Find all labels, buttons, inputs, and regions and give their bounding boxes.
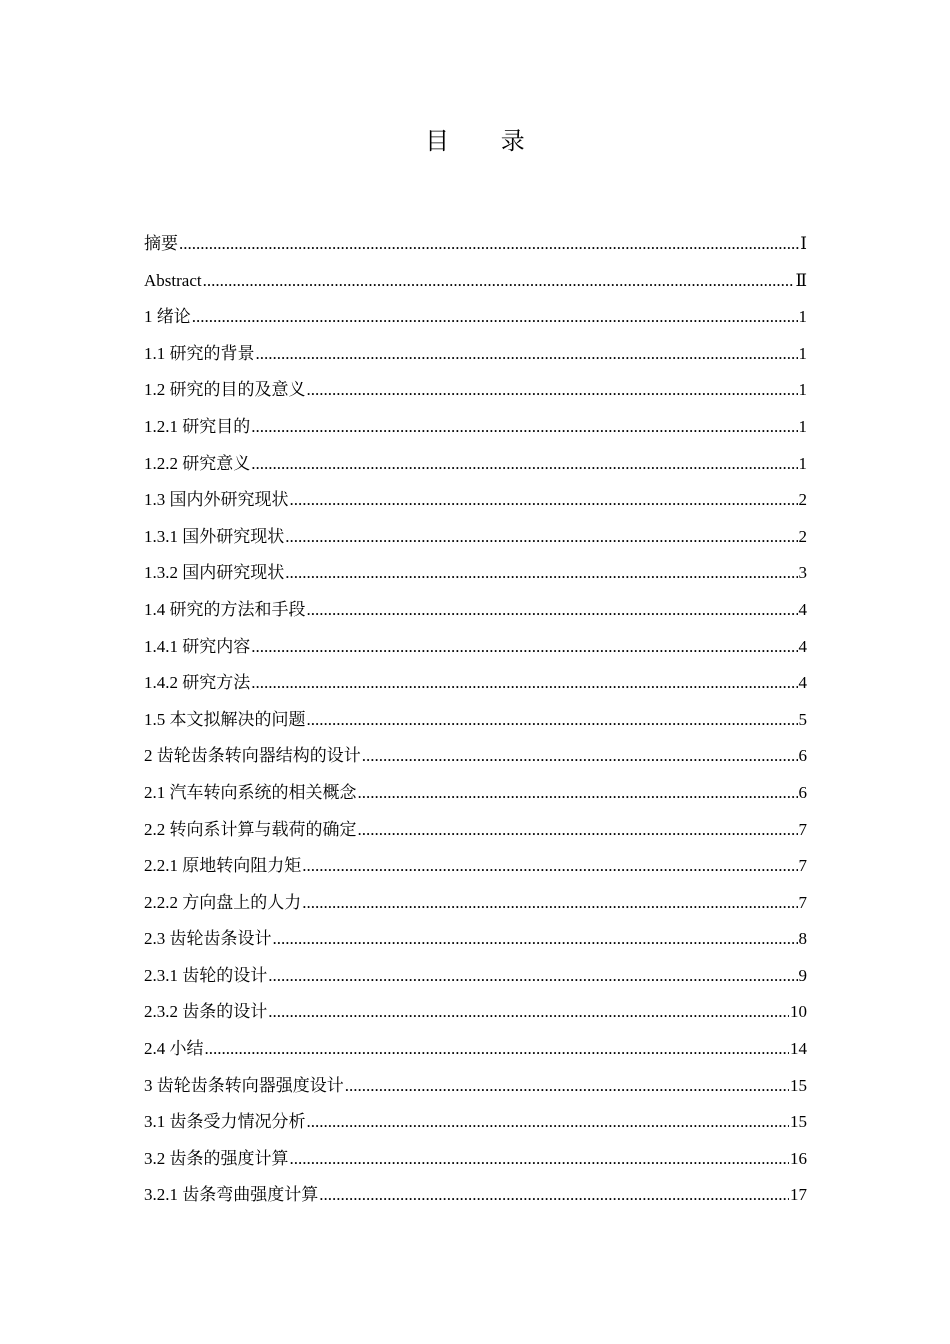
toc-dot-leader xyxy=(268,994,789,1031)
toc-entry-page: 4 xyxy=(798,636,807,656)
toc-dot-leader xyxy=(307,372,798,409)
toc-entry-title: 1.5 本文拟解决的问题 xyxy=(144,709,306,729)
toc-entry[interactable] xyxy=(144,446,807,483)
toc-entry-page: Ⅱ xyxy=(795,270,807,290)
toc-entry-title: 1 绪论 xyxy=(144,307,191,327)
toc-entry-page: 4 xyxy=(798,599,807,619)
toc-entry-page: 1 xyxy=(798,343,807,363)
toc-entry-title: 1.3.2 国内研究现状 xyxy=(144,563,285,583)
toc-entry-page: 1 xyxy=(798,453,807,473)
toc-dot-leader xyxy=(192,299,798,336)
toc-entry-page: 2 xyxy=(798,526,807,546)
toc-entry-page: 10 xyxy=(790,1002,807,1022)
toc-entry[interactable] xyxy=(144,226,807,263)
table-of-contents xyxy=(144,226,807,1214)
toc-entry[interactable] xyxy=(144,555,807,592)
toc-entry[interactable] xyxy=(144,336,807,373)
toc-dot-leader xyxy=(290,482,798,519)
toc-entry[interactable] xyxy=(144,775,807,812)
toc-entry-title: 摘要 xyxy=(144,234,178,253)
toc-entry-page: 7 xyxy=(798,819,807,839)
toc-dot-leader xyxy=(307,702,798,739)
toc-entry[interactable] xyxy=(144,702,807,739)
toc-entry-page: Ⅰ xyxy=(800,234,807,253)
toc-dot-leader xyxy=(319,1177,789,1214)
toc-dot-leader xyxy=(256,336,798,373)
toc-entry-page: 1 xyxy=(798,416,807,436)
toc-entry-title: 1.3.1 国外研究现状 xyxy=(144,526,285,546)
toc-entry[interactable] xyxy=(144,409,807,446)
toc-entry-title: 1.4.2 研究方法 xyxy=(144,673,251,693)
toc-entry-page: 16 xyxy=(790,1148,807,1168)
toc-dot-leader xyxy=(302,885,797,922)
toc-entry[interactable] xyxy=(144,519,807,556)
toc-entry-title: 2.1 汽车转向系统的相关概念 xyxy=(144,782,357,802)
toc-entry-page: 15 xyxy=(790,1112,807,1132)
toc-entry[interactable] xyxy=(144,994,807,1031)
toc-entry-title: 2.2.2 方向盘上的人力 xyxy=(144,892,302,912)
toc-entry-title: 3 齿轮齿条转向器强度设计 xyxy=(144,1075,344,1095)
toc-entry-page: 1 xyxy=(798,307,807,327)
toc-entry-title: 2.3.1 齿轮的设计 xyxy=(144,965,268,985)
toc-dot-leader xyxy=(358,812,798,849)
toc-entry[interactable] xyxy=(144,885,807,922)
toc-entry[interactable] xyxy=(144,921,807,958)
toc-entry[interactable] xyxy=(144,372,807,409)
toc-entry[interactable] xyxy=(144,665,807,702)
toc-entry-title: 2.2 转向系计算与载荷的确定 xyxy=(144,819,357,839)
toc-entry-title: 2.3.2 齿条的设计 xyxy=(144,1002,268,1022)
toc-entry-page: 7 xyxy=(798,856,807,876)
toc-entry-page: 15 xyxy=(790,1075,807,1095)
toc-entry-page: 7 xyxy=(798,892,807,912)
toc-entry-title: 1.4 研究的方法和手段 xyxy=(144,599,306,619)
toc-entry-page: 8 xyxy=(798,929,807,949)
toc-entry-page: 3 xyxy=(798,563,807,583)
page-title: 目 录 xyxy=(425,127,547,155)
toc-dot-leader xyxy=(251,629,797,666)
toc-dot-leader xyxy=(251,446,797,483)
toc-dot-leader xyxy=(358,775,798,812)
toc-entry-title: 2.4 小结 xyxy=(144,1039,204,1059)
toc-entry[interactable] xyxy=(144,1141,807,1178)
toc-dot-leader xyxy=(285,555,797,592)
toc-dot-leader xyxy=(205,1031,790,1068)
toc-entry-title: 1.3 国内外研究现状 xyxy=(144,490,289,510)
toc-entry-page: 9 xyxy=(798,965,807,985)
toc-entry[interactable] xyxy=(144,848,807,885)
toc-entry[interactable] xyxy=(144,482,807,519)
toc-entry[interactable] xyxy=(144,738,807,775)
toc-entry-title: 2 齿轮齿条转向器结构的设计 xyxy=(144,746,361,766)
toc-dot-leader xyxy=(203,263,795,300)
toc-entry[interactable] xyxy=(144,263,807,300)
toc-entry-title: 3.2 齿条的强度计算 xyxy=(144,1148,289,1168)
toc-entry[interactable] xyxy=(144,1104,807,1141)
toc-dot-leader xyxy=(268,958,797,995)
toc-dot-leader xyxy=(273,921,798,958)
toc-entry-title: 1.2.2 研究意义 xyxy=(144,453,251,473)
toc-entry-title: 1.1 研究的背景 xyxy=(144,343,255,363)
toc-dot-leader xyxy=(251,409,797,446)
toc-entry-title: 2.2.1 原地转向阻力矩 xyxy=(144,856,302,876)
toc-entry-title: 1.2 研究的目的及意义 xyxy=(144,380,306,400)
toc-entry-title: 2.3 齿轮齿条设计 xyxy=(144,929,272,949)
toc-entry-page: 1 xyxy=(798,380,807,400)
toc-entry-page: 17 xyxy=(790,1185,807,1205)
toc-dot-leader xyxy=(179,226,799,263)
toc-entry-title: 1.4.1 研究内容 xyxy=(144,636,251,656)
toc-entry[interactable] xyxy=(144,299,807,336)
toc-entry[interactable] xyxy=(144,1031,807,1068)
toc-dot-leader xyxy=(345,1068,789,1105)
toc-dot-leader xyxy=(251,665,797,702)
toc-entry[interactable] xyxy=(144,958,807,995)
toc-dot-leader xyxy=(302,848,797,885)
toc-entry[interactable] xyxy=(144,1177,807,1214)
toc-entry[interactable] xyxy=(144,629,807,666)
toc-entry[interactable] xyxy=(144,812,807,849)
toc-entry-page: 6 xyxy=(798,746,807,766)
toc-entry-title: 3.2.1 齿条弯曲强度计算 xyxy=(144,1185,319,1205)
toc-dot-leader xyxy=(290,1141,790,1178)
toc-entry-page: 14 xyxy=(790,1039,807,1059)
toc-entry-page: 2 xyxy=(798,490,807,510)
toc-dot-leader xyxy=(307,1104,790,1141)
toc-entry[interactable] xyxy=(144,592,807,629)
toc-entry[interactable] xyxy=(144,1068,807,1105)
toc-entry-title: 1.2.1 研究目的 xyxy=(144,416,251,436)
toc-entry-page: 5 xyxy=(798,709,807,729)
toc-entry-page: 6 xyxy=(798,782,807,802)
toc-entry-title: 3.1 齿条受力情况分析 xyxy=(144,1112,306,1132)
toc-entry-title: Abstract xyxy=(144,270,202,290)
toc-dot-leader xyxy=(307,592,798,629)
toc-dot-leader xyxy=(285,519,797,556)
toc-entry-page: 4 xyxy=(798,673,807,693)
toc-dot-leader xyxy=(362,738,798,775)
